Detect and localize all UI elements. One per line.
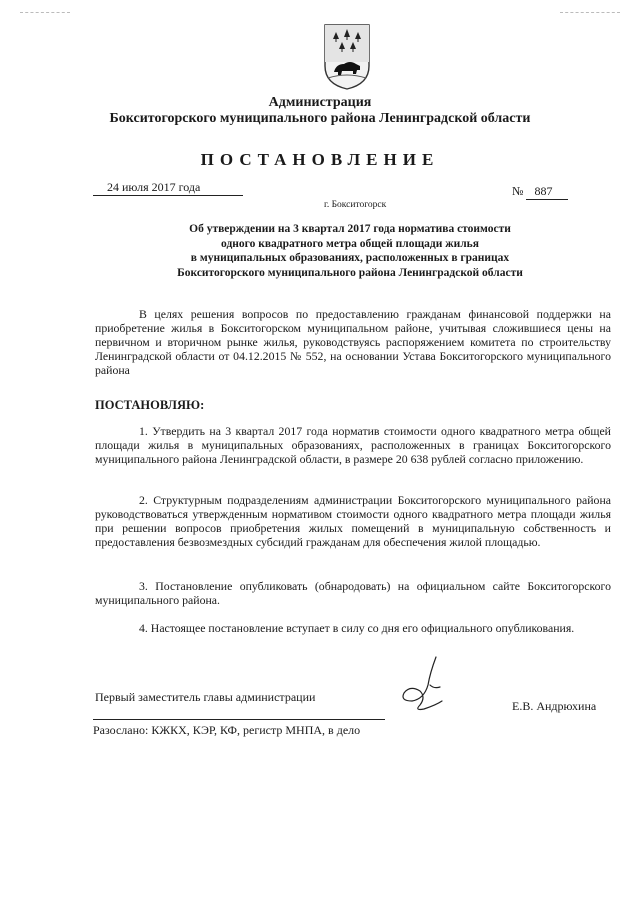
clause-4: 4. Настоящее постановление вступает в силу со дня его официального опубликования. — [139, 621, 575, 635]
number-value: 887 — [526, 184, 568, 200]
preamble-paragraph: В целях решения вопросов по предоставлению гражданам финансовой поддержки на приобретение жилья в Бокситогорском муниципальном районе, учитывая сложившиеся цены на первичном и вторичном рынке жилья, руководствуясь распоряжением комитета по строительству Ленинградской области от 04.12.2015 № 552, на основании Устава Бокситогорского муниципального района — [95, 307, 611, 377]
scan-edge-line — [20, 12, 70, 13]
document-date: 24 июля 2017 года — [93, 180, 243, 196]
signatory-position: Первый заместитель главы администрации — [95, 690, 316, 704]
organization-name: Администрация — [268, 95, 372, 110]
clause-2: 2. Структурным подразделениям администрации Бокситогорского муниципального района руководствоваться утвержденным нормативом стоимости одного квадратного метра площади жилья при решении вопросов приобретения жилых помещений в муниципальную собственность и предоставления безвозмездных субсидий гражданам для обеспечения жилой площадью. — [95, 493, 611, 549]
coat-of-arms-icon — [322, 22, 372, 92]
document-subject — [130, 222, 570, 280]
organization-district: Бокситогорского муниципального района Ленинградской области — [109, 111, 531, 126]
document-number — [512, 184, 586, 200]
subject-line: Об утверждении на 3 квартал 2017 года норматива стоимости — [189, 223, 511, 235]
subject-line: Бокситогорского муниципального района Ленинградской области — [177, 266, 523, 279]
handwritten-signature — [390, 655, 460, 715]
document-type-title: ПОСТАНОВЛЕНИЕ — [200, 150, 440, 169]
city-label: г. Бокситогорск — [324, 200, 387, 210]
clause-1: 1. Утвердить на 3 квартал 2017 года норматив стоимости одного квадратного метра общей площади жилья в муниципальных образованиях, расположенных в границах Бокситогорского муниципального района Ленинградской области, в размере 20 638 рублей согласно приложению. — [95, 424, 611, 466]
distribution-list: Разослано: КЖКХ, КЭР, КФ, регистр МНПА, в дело — [93, 719, 385, 738]
signatory-name: Е.В. Андрюхина — [512, 699, 597, 713]
number-label: № — [512, 184, 524, 198]
clause-3: 3. Постановление опубликовать (обнародовать) на официальном сайте Бокситогорского муниципального района. — [95, 579, 611, 607]
subject-line: одного квадратного метра общей площади жилья — [221, 237, 479, 250]
resolve-heading: ПОСТАНОВЛЯЮ: — [95, 398, 205, 412]
scan-edge-line — [560, 12, 620, 13]
subject-line: в муниципальных образованиях, расположенных в границах — [190, 252, 510, 264]
